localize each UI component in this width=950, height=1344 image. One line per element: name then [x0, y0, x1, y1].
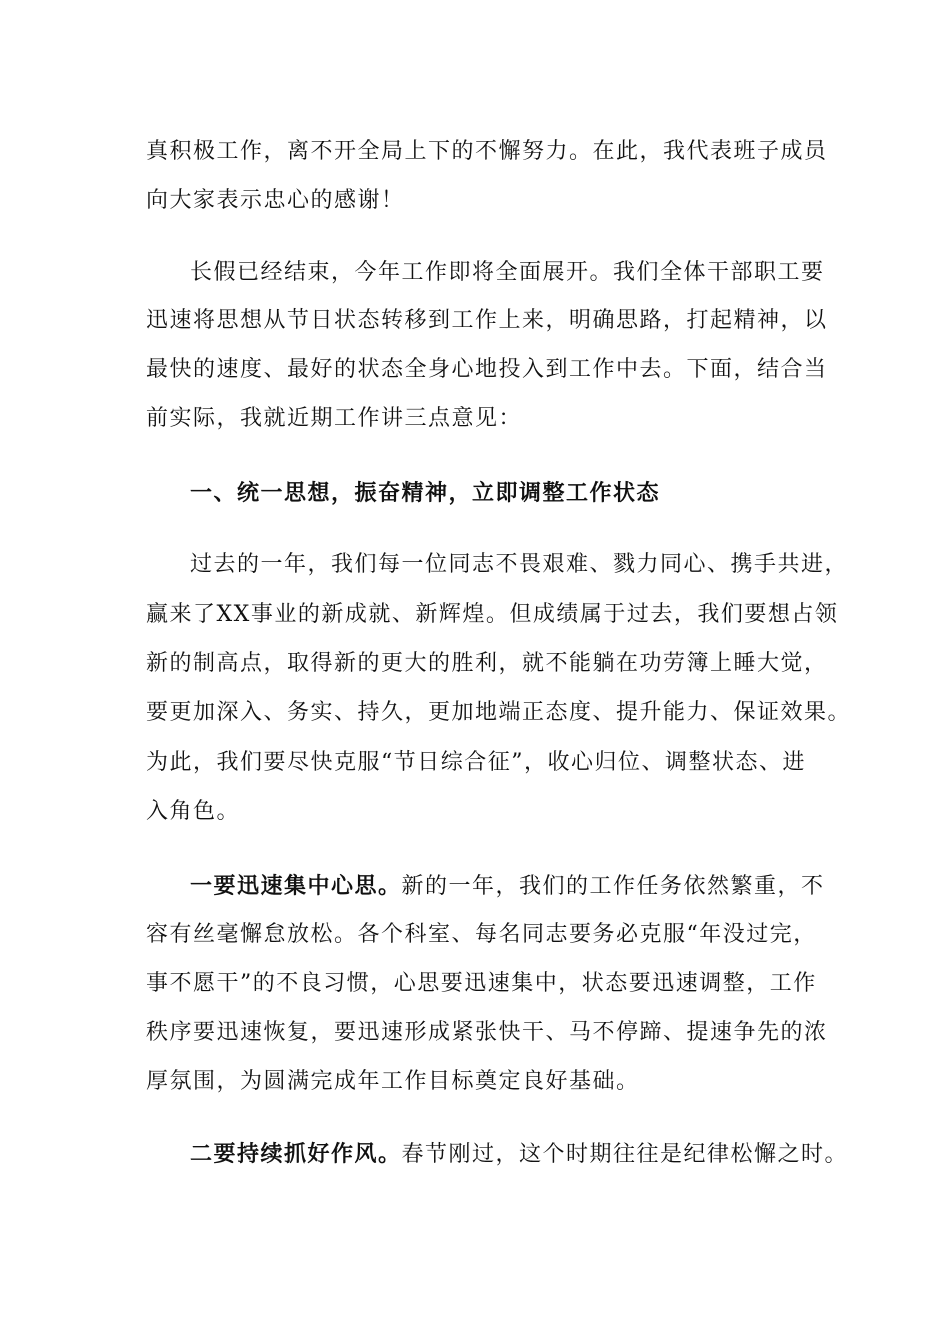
text-line: 厚氛围，为圆满完成年工作目标奠定良好基础。	[146, 1069, 640, 1094]
point-lead: 一要迅速集中心思。	[190, 873, 402, 899]
point-text: 春节刚过，这个时期往往是纪律松懈之时。	[401, 1142, 849, 1167]
text-line: 为此，我们要尽快克服“节日综合征”，收心归位、调整状态、进	[146, 750, 806, 775]
point-lead: 二要持续抓好作风。	[190, 1141, 402, 1167]
section-heading: 一、统一思想，振奋精神，立即调整工作状态	[190, 480, 661, 506]
text-line: 秩序要迅速恢复，要迅速形成紧张快干、马不停蹄、提速争先的浓	[146, 1020, 828, 1045]
text-line: 新的制高点，取得新的更大的胜利，就不能躺在功劳簿上睡大觉，	[146, 651, 828, 676]
text-line	[190, 1139, 848, 1170]
text-line: 入角色。	[146, 799, 241, 824]
text-line: 过去的一年，我们每一位同志不畏艰难、戮力同心、携手共进，	[190, 552, 849, 577]
text-line: 真积极工作，离不开全局上下的不懈努力。在此，我代表班子成员	[146, 139, 828, 164]
text-line: 容有丝毫懈怠放松。各个科室、每名同志要务必克服“年没过完，	[146, 922, 817, 947]
text-line: 前实际，我就近期工作讲三点意见：	[146, 406, 523, 431]
text-line: 要更加深入、务实、持久，更加地端正态度、提升能力、保证效果。	[146, 700, 852, 725]
point-text: 新的一年，我们的工作任务依然繁重，不	[401, 874, 825, 899]
text-line: 事不愿干”的不良习惯，心思要迅速集中，状态要迅速调整，工作	[146, 971, 817, 996]
text-line: 迅速将思想从节日状态转移到工作上来，明确思路，打起精神，以	[146, 308, 828, 333]
text-line: 赢来了XX事业的新成就、新辉煌。但成绩属于过去，我们要想占领	[146, 602, 839, 627]
text-line: 长假已经结束，今年工作即将全面展开。我们全体干部职工要	[190, 260, 825, 285]
text-line	[190, 871, 825, 902]
text-line: 向大家表示忠心的感谢！	[146, 188, 405, 213]
text-line: 最快的速度、最好的状态全身心地投入到工作中去。下面，结合当	[146, 357, 828, 382]
